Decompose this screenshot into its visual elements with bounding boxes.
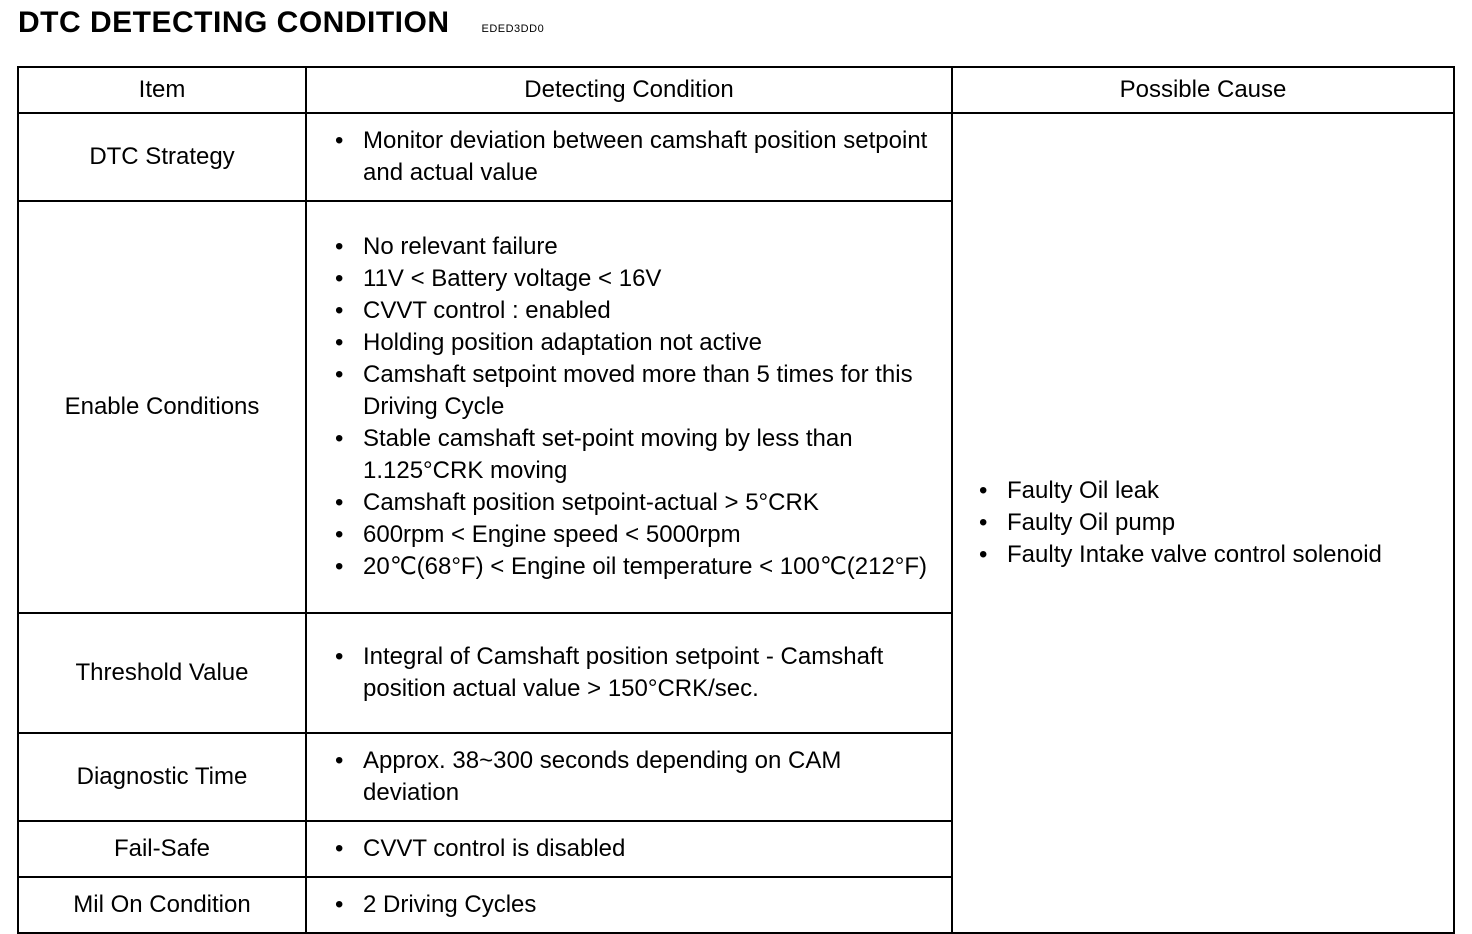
- condition-cell: [306, 201, 952, 613]
- page-title: DTC DETECTING CONDITION: [18, 6, 450, 39]
- header-detecting-condition: Detecting Condition: [306, 67, 952, 113]
- condition-cell: [306, 613, 952, 733]
- condition-item: • No relevant failure: [335, 231, 941, 263]
- item-cell: Threshold Value: [18, 613, 306, 733]
- item-cell: Diagnostic Time: [18, 733, 306, 821]
- possible-cause-cell: [952, 113, 1454, 933]
- condition-list: [335, 125, 941, 189]
- item-cell: Enable Conditions: [18, 201, 306, 613]
- condition-item: • Camshaft setpoint moved more than 5 times for this Driving Cycle: [335, 359, 941, 423]
- cause-item: • Faulty Oil leak: [979, 475, 1445, 507]
- condition-item: • Stable camshaft set-point moving by less than 1.125°CRK moving: [335, 423, 941, 487]
- cause-item: • Faulty Oil pump: [979, 507, 1445, 539]
- condition-item: • 11V < Battery voltage < 16V: [335, 263, 941, 295]
- item-cell: Mil On Condition: [18, 877, 306, 933]
- document-code: EDED3DD0: [481, 23, 545, 35]
- condition-item: • CVVT control is disabled: [335, 833, 941, 865]
- condition-list: [335, 889, 941, 921]
- condition-cell: [306, 877, 952, 933]
- header-item: Item: [18, 67, 306, 113]
- header-possible-cause: Possible Cause: [952, 67, 1454, 113]
- condition-item: • CVVT control : enabled: [335, 295, 941, 327]
- condition-item: • 600rpm < Engine speed < 5000rpm: [335, 519, 941, 551]
- condition-list: [335, 745, 941, 809]
- condition-item: • Camshaft position setpoint-actual > 5°CRK: [335, 487, 941, 519]
- dtc-condition-table: [17, 66, 1455, 934]
- possible-cause-list: [979, 475, 1445, 571]
- condition-item: • Monitor deviation between camshaft position setpoint and actual value: [335, 125, 941, 189]
- condition-list: [335, 833, 941, 865]
- condition-list: [335, 641, 941, 705]
- condition-item: • 2 Driving Cycles: [335, 889, 941, 921]
- table-row: [18, 113, 1454, 201]
- condition-cell: [306, 821, 952, 877]
- condition-cell: [306, 733, 952, 821]
- item-cell: DTC Strategy: [18, 113, 306, 201]
- page-heading: [18, 6, 544, 40]
- cause-item: • Faulty Intake valve control solenoid: [979, 539, 1445, 571]
- condition-list: [335, 231, 941, 583]
- condition-item: • 20℃(68°F) < Engine oil temperature < 100℃(212°F): [335, 551, 941, 583]
- condition-cell: [306, 113, 952, 201]
- condition-item: • Integral of Camshaft position setpoint - Camshaft position actual value > 150°CRK/sec.: [335, 641, 941, 705]
- table-header-row: [18, 67, 1454, 113]
- condition-item: • Holding position adaptation not active: [335, 327, 941, 359]
- item-cell: Fail-Safe: [18, 821, 306, 877]
- condition-item: • Approx. 38~300 seconds depending on CAM deviation: [335, 745, 941, 809]
